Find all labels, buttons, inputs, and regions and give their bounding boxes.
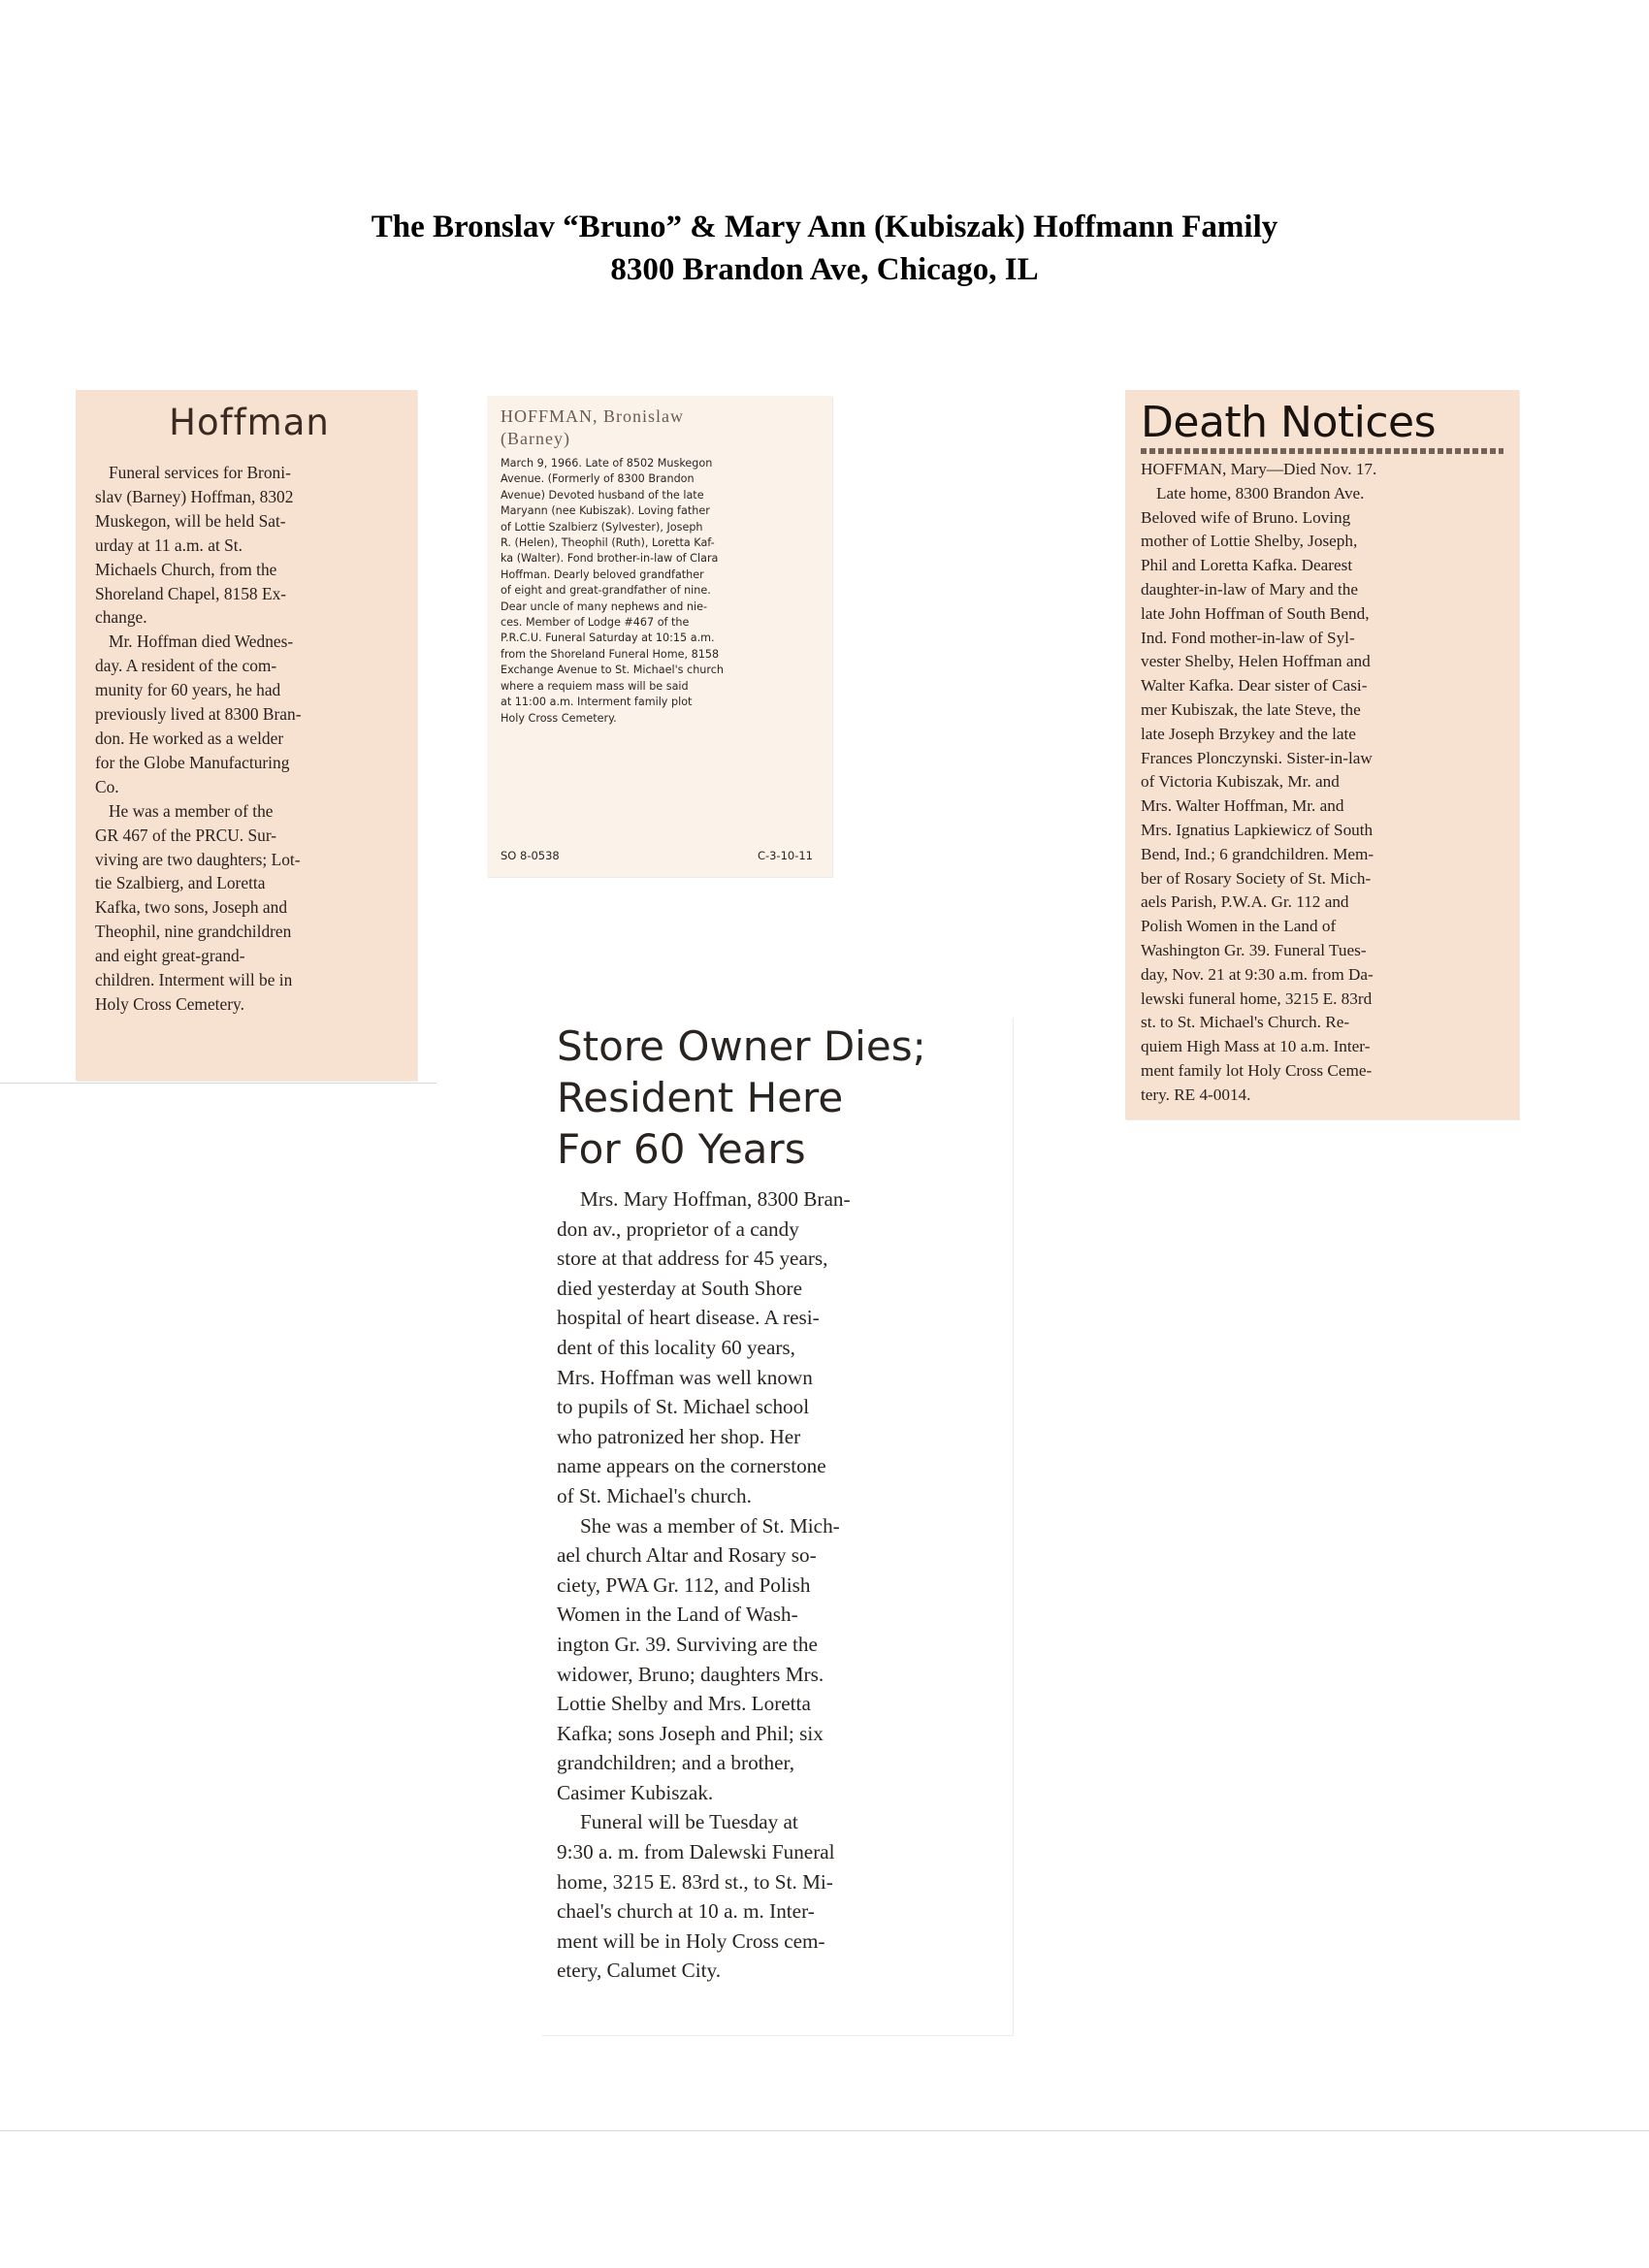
article-text-line: dent of this locality 60 years,	[557, 1335, 795, 1359]
article-text-line: widower, Bruno; daughters Mrs.	[557, 1662, 824, 1686]
page-title-line-1: The Bronslav “Bruno” & Mary Ann (Kubiszak) Hoffmann Family	[371, 210, 1278, 244]
clipping-heading: Hoffman	[169, 402, 330, 443]
clipping-text-line: Shoreland Chapel, 8158 Ex-	[95, 583, 287, 603]
clipping-text-line: viving are two daughters; Lot-	[95, 849, 301, 869]
clipping-text-line: Mr. Hoffman died Wednes-	[109, 632, 294, 652]
clipping-text-line: Beloved wife of Bruno. Loving	[1141, 507, 1351, 527]
clipping-subheading: (Barney)	[501, 429, 570, 448]
clipping-text-line: Mrs. Ignatius Lapkiewicz of South	[1141, 820, 1374, 839]
article-text-line: ington Gr. 39. Surviving are the	[557, 1632, 818, 1656]
article-text-line: Women in the Land of Wash-	[557, 1603, 798, 1627]
article-text-line: chael's church at 10 a. m. Inter-	[557, 1899, 815, 1924]
clipping-text-line: late John Hoffman of South Bend,	[1141, 603, 1370, 623]
clipping-text-line: previously lived at 8300 Bran-	[95, 704, 302, 725]
clipping-text-line: Theophil, nine grandchildren	[95, 922, 292, 942]
article-text-line: Funeral will be Tuesday at	[580, 1810, 798, 1834]
clipping-text-line: of Victoria Kubiszak, Mr. and	[1141, 772, 1340, 792]
article-text-line: died yesterday at South Shore	[557, 1276, 803, 1300]
clipping-footer	[501, 849, 813, 862]
scan-edge-line	[0, 2130, 1649, 2131]
clipping-text-line: Co.	[95, 776, 119, 796]
clipping-text-line: March 9, 1966. Late of 8502 Muskegon	[501, 457, 713, 470]
clipping-text-line: Avenue. (Formerly of 8300 Brandon	[501, 472, 695, 486]
scan-edge-line	[0, 1083, 436, 1084]
clipping-text-line: Bend, Ind.; 6 grandchildren. Mem-	[1141, 844, 1374, 863]
clipping-text-line: of Lottie Szalbierz (Sylvester), Joseph	[501, 520, 703, 534]
clipping-text-line: of eight and great-grandfather of nine.	[501, 584, 711, 598]
clipping-text-line: Washington Gr. 39. Funeral Tues-	[1141, 940, 1367, 959]
clipping-text-line: Kafka, two sons, Joseph and	[95, 897, 288, 918]
page-title	[0, 206, 1649, 291]
clipping-text-line: urday at 11 a.m. at St.	[95, 535, 242, 555]
clipping-text-line: ka (Walter). Fond brother-in-law of Clara	[501, 552, 719, 566]
clipping-text-line: lewski funeral home, 3215 E. 83rd	[1141, 988, 1373, 1008]
clipping-text-line: tery. RE 4-0014.	[1141, 1085, 1251, 1104]
clipping-text-line: vester Shelby, Helen Hoffman and	[1141, 652, 1371, 671]
clipping-text-line: day, Nov. 21 at 9:30 a.m. from Da-	[1141, 964, 1374, 984]
clipping-text-line: ber of Rosary Society of St. Mich-	[1141, 868, 1372, 888]
clipping-heading: Death Notices	[1141, 398, 1437, 447]
article-text-line: name appears on the cornerstone	[557, 1454, 826, 1478]
clipping-text-line: Muskegon, will be held Sat-	[95, 510, 286, 531]
article-text-line: Kafka; sons Joseph and Phil; six	[557, 1721, 824, 1745]
clipping-text-line: Frances Plonczynski. Sister-in-law	[1141, 748, 1373, 767]
clipping-text-line: Holy Cross Cemetery.	[501, 711, 617, 725]
clipping-ad-code: C-3-10-11	[757, 849, 813, 862]
clipping-text-line: Michaels Church, from the	[95, 559, 277, 579]
article-headline-line-2: Resident Here	[557, 1074, 844, 1121]
clipping-text-line: late Joseph Brzykey and the late	[1141, 724, 1356, 743]
clipping-heading: HOFFMAN, Bronislaw	[501, 406, 685, 426]
article-text-line: to pupils of St. Michael school	[557, 1395, 810, 1419]
clipping-text-line: from the Shoreland Funeral Home, 8158	[501, 647, 720, 661]
clipping-text-line: Dear uncle of many nephews and nie-	[501, 599, 708, 613]
clipping-text-line: children. Interment will be in	[95, 970, 293, 990]
clipping-text-line: R. (Helen), Theophil (Ruth), Loretta Kaf-	[501, 536, 715, 550]
clipping-text-line: Avenue) Devoted husband of the late	[501, 488, 704, 502]
article-text-line: ciety, PWA Gr. 112, and Polish	[557, 1572, 811, 1597]
article-text-line: store at that address for 45 years,	[557, 1247, 828, 1271]
article-text-line: Mrs. Mary Hoffman, 8300 Bran-	[580, 1187, 851, 1211]
article-text-line: 9:30 a. m. from Dalewski Funeral	[557, 1840, 835, 1864]
clipping-text-line: for the Globe Manufacturing	[95, 752, 290, 772]
clipping-text-line: mer Kubiszak, the late Steve, the	[1141, 699, 1361, 719]
heading-rule	[1141, 448, 1504, 454]
article-text-line: don av., proprietor of a candy	[557, 1216, 799, 1241]
clipping-text-line: Polish Women in the Land of	[1141, 917, 1337, 936]
clipping-text-line: Mrs. Walter Hoffman, Mr. and	[1141, 796, 1344, 816]
article-text-line: who patronized her shop. Her	[557, 1424, 801, 1448]
clipping-text-line: Phil and Loretta Kafka. Dearest	[1141, 556, 1353, 575]
clipping-text-line: mother of Lottie Shelby, Joseph,	[1141, 532, 1358, 551]
clipping-text-line: Hoffman. Dearly beloved grandfather	[501, 567, 704, 581]
article-text-line: ael church Altar and Rosary so-	[557, 1543, 817, 1568]
obituary-clipping-hoffman	[76, 390, 417, 1081]
news-article-clipping	[541, 1017, 1013, 2035]
article-text-line: Casimer Kubiszak.	[557, 1780, 714, 1804]
clipping-text-line: Walter Kafka. Dear sister of Casi-	[1141, 676, 1368, 696]
clipping-phone-code: SO 8-0538	[501, 849, 560, 862]
clipping-text-line: don. He worked as a welder	[95, 728, 284, 748]
clipping-text-line: He was a member of the	[109, 800, 274, 821]
clipping-text-line: at 11:00 a.m. Interment family plot	[501, 696, 693, 709]
clipping-text-line: Holy Cross Cemetery.	[95, 993, 244, 1014]
obituary-clipping-hoffman-bronislaw	[487, 396, 832, 877]
clipping-text-line: Exchange Avenue to St. Michael's church	[501, 664, 724, 677]
page-title-line-2: 8300 Brandon Ave, Chicago, IL	[610, 252, 1039, 287]
clipping-text-line: daughter-in-law of Mary and the	[1141, 579, 1358, 599]
clipping-text-line: aels Parish, P.W.A. Gr. 112 and	[1141, 892, 1349, 912]
article-headline-line-1: Store Owner Dies;	[557, 1022, 926, 1070]
clipping-text-line: st. to St. Michael's Church. Re-	[1141, 1013, 1350, 1032]
clipping-text-line: munity for 60 years, he had	[95, 680, 281, 700]
article-text-line: She was a member of St. Mich-	[580, 1513, 840, 1538]
clipping-text-line: HOFFMAN, Mary—Died Nov. 17.	[1141, 460, 1377, 478]
clipping-text-line: Ind. Fond mother-in-law of Syl-	[1141, 628, 1355, 647]
clipping-text-line: P.R.C.U. Funeral Saturday at 10:15 a.m.	[501, 632, 715, 645]
article-text-line: etery, Calumet City.	[557, 1959, 722, 1983]
clipping-text-line: Late home, 8300 Brandon Ave.	[1156, 483, 1365, 502]
clipping-text-line: quiem High Mass at 10 a.m. Inter-	[1141, 1037, 1371, 1056]
death-notices-clipping	[1125, 390, 1519, 1119]
clipping-text-line: slav (Barney) Hoffman, 8302	[95, 486, 294, 506]
clipping-text-line: where a requiem mass will be said	[501, 679, 689, 693]
clipping-text-line: tie Szalbierg, and Loretta	[95, 873, 266, 893]
article-headline-line-3: For 60 Years	[557, 1125, 806, 1173]
clipping-text-line: GR 467 of the PRCU. Sur-	[95, 825, 277, 845]
article-text-line: of St. Michael's church.	[557, 1483, 752, 1507]
article-text-line: Mrs. Hoffman was well known	[557, 1365, 813, 1389]
article-text-line: grandchildren; and a brother,	[557, 1751, 795, 1775]
clipping-text-line: Maryann (nee Kubiszak). Loving father	[501, 504, 710, 518]
article-text-line: hospital of heart disease. A resi-	[557, 1306, 820, 1330]
article-text-line: ment will be in Holy Cross cem-	[557, 1928, 825, 1953]
article-text-line: Lottie Shelby and Mrs. Loretta	[557, 1692, 811, 1716]
clipping-text-line: ces. Member of Lodge #467 of the	[501, 616, 690, 630]
article-text-line: home, 3215 E. 83rd st., to St. Mi-	[557, 1869, 833, 1894]
clipping-text-line: ment family lot Holy Cross Ceme-	[1141, 1060, 1373, 1080]
clipping-text-line: and eight great-grand-	[95, 946, 245, 966]
clipping-text-line: Funeral services for Broni-	[109, 463, 291, 482]
clipping-text-line: day. A resident of the com-	[95, 656, 277, 676]
clipping-text-line: change.	[95, 607, 147, 628]
